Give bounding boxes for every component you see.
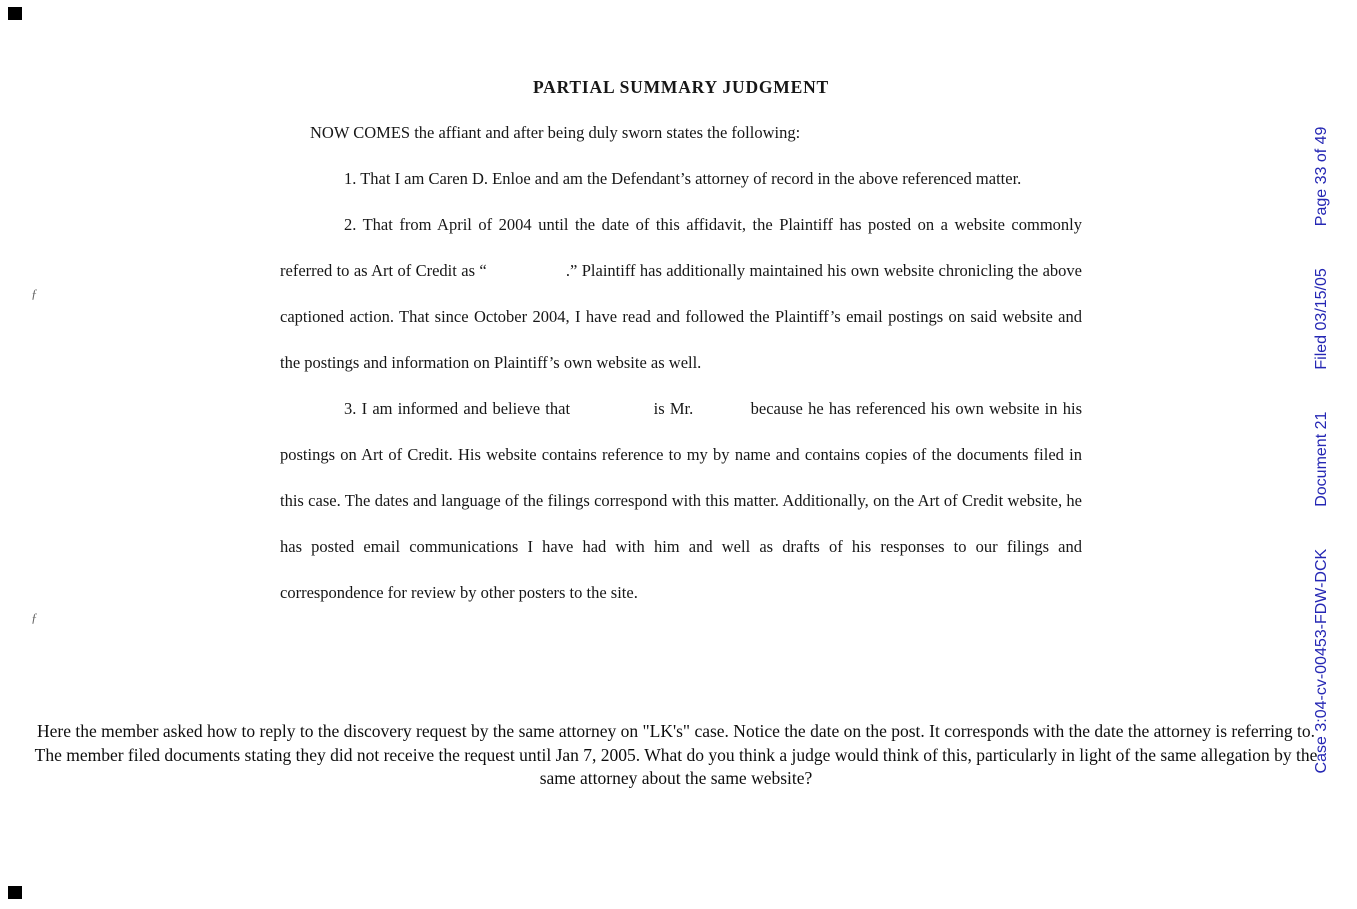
court-filing-stamp	[1313, 127, 1331, 774]
scan-artifact-top-left	[8, 7, 22, 20]
scan-artifact-bottom-left	[8, 886, 22, 899]
affidavit-paragraph-2: 2. That from April of 2004 until the date of this affidavit, the Plaintiff has posted on a website commonly referred to as Art of Credit as “ .” Plaintiff has additionally maintained his own website chronicling the above captioned action. That since October 2004, I have read and followed the Plaintiff’s email postings on said website and the postings and information on Plaintiff’s own website as well.	[280, 215, 1082, 372]
scan-artifact-left-margin-2: ƒ	[31, 610, 38, 625]
document-title: PARTIAL SUMMARY JUDGMENT	[532, 77, 830, 97]
affidavit-body	[280, 64, 1082, 616]
forum-commentary-text: Here the member asked how to reply to the discovery request by the same attorney on "LK's" case. Notice the date on the post. It corresponds with the date the attorney is referring to. The member filed documents stating they did not receive the request until Jan 7, 2005. What do you think a judge would think of this, particularly in light of the same allegation by the same attorney about the same website?	[34, 721, 1318, 788]
affidavit-paragraph-1: 1. That I am Caren D. Enloe and am the Defendant’s attorney of record in the above referenced matter.	[344, 169, 1022, 188]
affidavit-paragraph-3: 3. I am informed and believe that is Mr. because he has referenced his own website in his postings on Art of Credit. His website contains reference to my by name and contains copies of the documents filed in this case. The dates and language of the filings correspond with this matter. Additionally, on the Art of Credit website, he has posted email communications I have had with him and well as drafts of his responses to our filings and correspondence for review by other posters to the site.	[280, 399, 1082, 602]
scan-artifact-left-margin-1: ƒ	[31, 286, 38, 301]
stamp-document-number: Document 21	[1313, 411, 1330, 507]
stamp-case-number: Case 3:04-cv-00453-FDW-DCK	[1313, 548, 1330, 774]
affidavit-intro-line: NOW COMES the affiant and after being duly sworn states the following:	[310, 123, 801, 142]
stamp-page-number: Page 33 of 49	[1313, 126, 1330, 227]
stamp-filed-date: Filed 03/15/05	[1313, 268, 1330, 370]
